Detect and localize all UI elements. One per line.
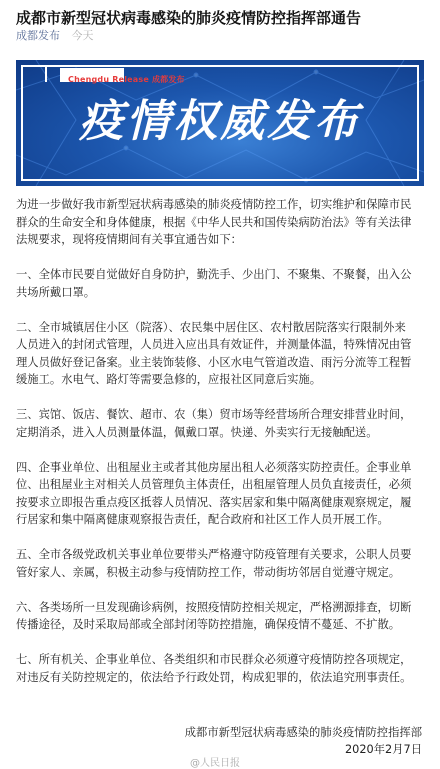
text-line: 人员进入的封闭式管理，人员进入应出具有效证件，并测量体温，特殊情况由管 bbox=[16, 338, 412, 351]
text-line: 法规要求，现将疫情期间有关事宜通告如下： bbox=[16, 233, 242, 246]
article-title: 成都市新型冠状病毒感染的肺炎疫情防控指挥部通告 bbox=[16, 9, 362, 27]
signature-org: 成都市新型冠状病毒感染的肺炎疫情防控指挥部 bbox=[184, 726, 422, 739]
text-line: 管好家人、亲属，积极主动参与疫情防控工作，带动街坊邻居自觉遵守规定。 bbox=[16, 565, 401, 579]
text-line: 传播途径，及时采取局部或全部封闭等防控措施，确保疫情不蔓延、不扩散。 bbox=[16, 618, 401, 631]
account-name-link[interactable]: 成都发布 bbox=[16, 29, 60, 42]
paragraph-2 bbox=[16, 319, 424, 389]
paragraph-3 bbox=[16, 406, 424, 441]
text-line: 五、全市各级党政机关事业单位要带头严格遵守防疫管理有关要求，公职人员要 bbox=[16, 548, 412, 561]
banner-title: 疫情权威发布 bbox=[79, 96, 361, 147]
text-line: 为进一步做好我市新型冠状病毒感染的肺炎疫情防控工作，切实维护和保障市民 bbox=[16, 198, 412, 211]
text-line: 六、各类场所一旦发现确诊病例，按照疫情防控相关规定，严格溯源排查，切断 bbox=[16, 600, 412, 614]
text-line: 按要求立即报告重点疫区抵蓉人员情况、落实居家和集中隔离健康观察规定，履 bbox=[16, 495, 412, 509]
text-line: 定期消杀，进入人员测量体温，佩戴口罩。快递、外卖实行无接触配送。 bbox=[16, 425, 378, 439]
signature-date: 2020年2月7日 bbox=[344, 743, 422, 756]
banner-image bbox=[16, 60, 424, 186]
text-line: 三、宾馆、饭店、餐饮、超市、农（集）贸市场等经营场所合理安排营业时间， bbox=[16, 408, 412, 421]
text-line: 七、所有机关、企事业单位、各类组织和市民群众必须遵守疫情防控各项规定， bbox=[16, 653, 412, 666]
text-line: 缓施工。水电气、路灯等需要急修的，应报社区同意后实施。 bbox=[16, 373, 322, 386]
notice-body bbox=[16, 196, 424, 686]
watermark: @人民日报 bbox=[190, 758, 240, 769]
paragraph-5 bbox=[16, 546, 424, 581]
text-line: 理人员做好登记备案。业主装饰装修、小区水电气管道改造、雨污分流等工程暂 bbox=[16, 355, 412, 369]
text-line: 群众的生命安全和身体健康，根据《中华人民共和国传染病防治法》等有关法律 bbox=[16, 215, 412, 229]
paragraph-4 bbox=[16, 459, 424, 529]
publish-time: 今天 bbox=[71, 29, 94, 42]
text-line: 共场所戴口罩。 bbox=[16, 285, 96, 299]
text-line: 二、全市城镇居住小区（院落）、农民集中居住区、农村散居院落实行限制外来 bbox=[16, 320, 406, 334]
paragraph-7 bbox=[16, 651, 424, 686]
text-line: 一、全体市民要自觉做好自身防护，勤洗手、少出门、不聚集、不聚餐，出入公 bbox=[16, 268, 412, 281]
text-line: 行居家和集中隔离健康观察报告责任，配合政府和社区工作人员开展工作。 bbox=[16, 513, 389, 526]
text-line: 四、企事业单位、出租屋业主或者其他房屋出租人必须落实防控责任。企事业单 bbox=[16, 460, 412, 474]
article-meta bbox=[16, 29, 94, 43]
paragraph-1 bbox=[16, 266, 424, 301]
text-line: 位、出租屋业主对相关人员管理负主体责任，出租屋管理人员负直接责任，必须 bbox=[16, 478, 412, 491]
text-line: 对违反有关防控规定的，依法给予行政处罚，构成犯罪的，依法追究刑事责任。 bbox=[16, 670, 412, 684]
paragraph-6 bbox=[16, 599, 424, 634]
paragraph-intro bbox=[16, 196, 424, 249]
banner-logo: Chengdu Release 成都发布 bbox=[68, 75, 185, 84]
